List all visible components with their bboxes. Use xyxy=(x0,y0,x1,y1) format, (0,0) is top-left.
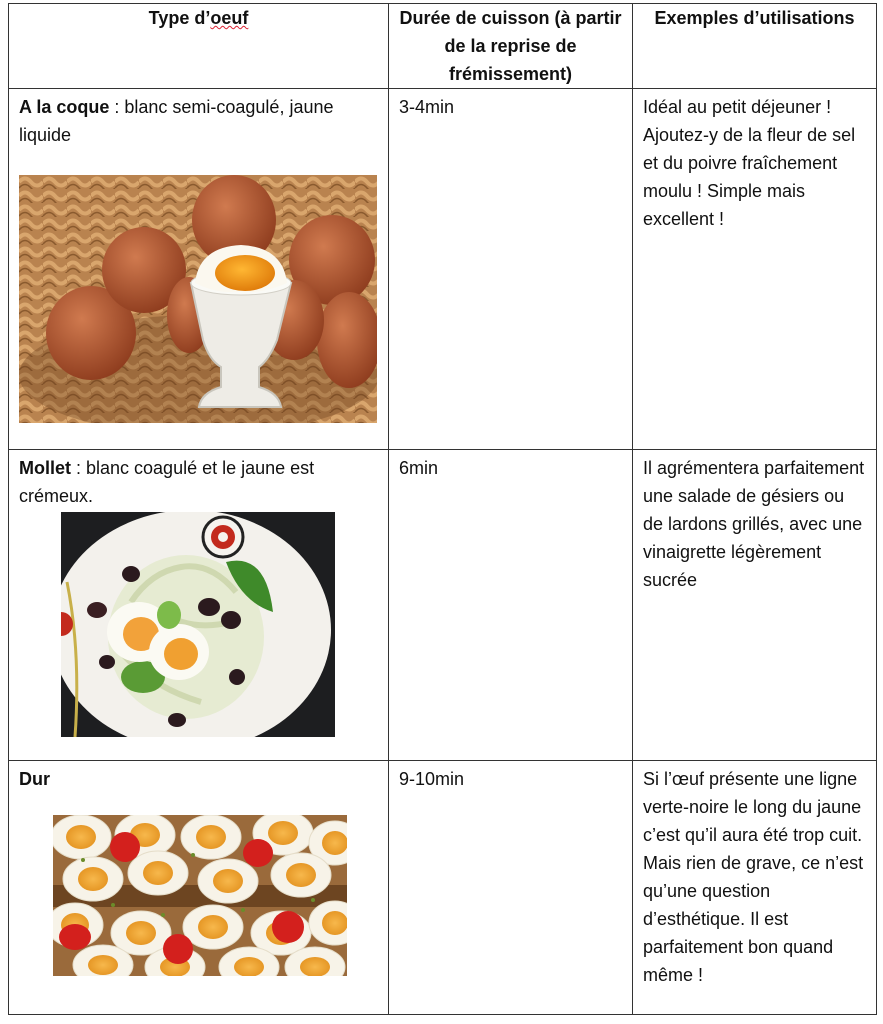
cell-type xyxy=(9,761,389,1015)
duration-value: 3-4min xyxy=(399,97,455,117)
egg-salad-photo xyxy=(61,512,335,737)
egg-type-name: Mollet xyxy=(19,458,71,478)
cell-example xyxy=(633,89,877,450)
hard-boiled-egg-sandwich-photo xyxy=(53,815,347,976)
table-row xyxy=(9,450,877,761)
cell-duration xyxy=(389,761,633,1015)
soft-boiled-egg-photo xyxy=(19,175,377,423)
egg-cooking-table xyxy=(8,3,877,1015)
egg-type-description: : blanc coagulé et le jaune est crémeux. xyxy=(19,458,315,506)
header-examples: Exemples d’utilisations xyxy=(633,4,877,89)
cell-type xyxy=(9,89,389,450)
example-text: Si l’œuf présente une ligne verte-noire le long du jaune c’est qu’il aura été trop cuit. Mais rien de grave, ce n’est qu’une question d’esthétique. Il est parfaitement bon quand même ! xyxy=(643,769,864,985)
duration-value: 9-10min xyxy=(399,769,465,789)
example-text: Idéal au petit déjeuner ! Ajoutez-y de la fleur de sel et du poivre fraîchement moulu ! Simple mais excellent ! xyxy=(643,97,856,229)
table-row xyxy=(9,761,877,1015)
example-text: Il agrémentera parfaitement une salade de gésiers ou de lardons grillés, avec une vinaigrette légèrement sucrée xyxy=(643,458,865,590)
cell-example xyxy=(633,450,877,761)
cell-type xyxy=(9,450,389,761)
table-row xyxy=(9,89,877,450)
cell-duration xyxy=(389,89,633,450)
egg-type-name: Dur xyxy=(19,769,50,789)
egg-type-name: A la coque xyxy=(19,97,110,117)
cell-duration xyxy=(389,450,633,761)
egg-type-description: : blanc semi-coagulé, jaune liquide xyxy=(19,97,334,145)
header-type-word: oeuf xyxy=(210,8,249,28)
cell-example xyxy=(633,761,877,1015)
header-row xyxy=(9,4,877,89)
header-duration: Durée de cuisson (à partir de la reprise de frémissement) xyxy=(389,4,633,89)
header-type: Type d’oeuf xyxy=(9,4,389,89)
duration-value: 6min xyxy=(399,458,439,478)
